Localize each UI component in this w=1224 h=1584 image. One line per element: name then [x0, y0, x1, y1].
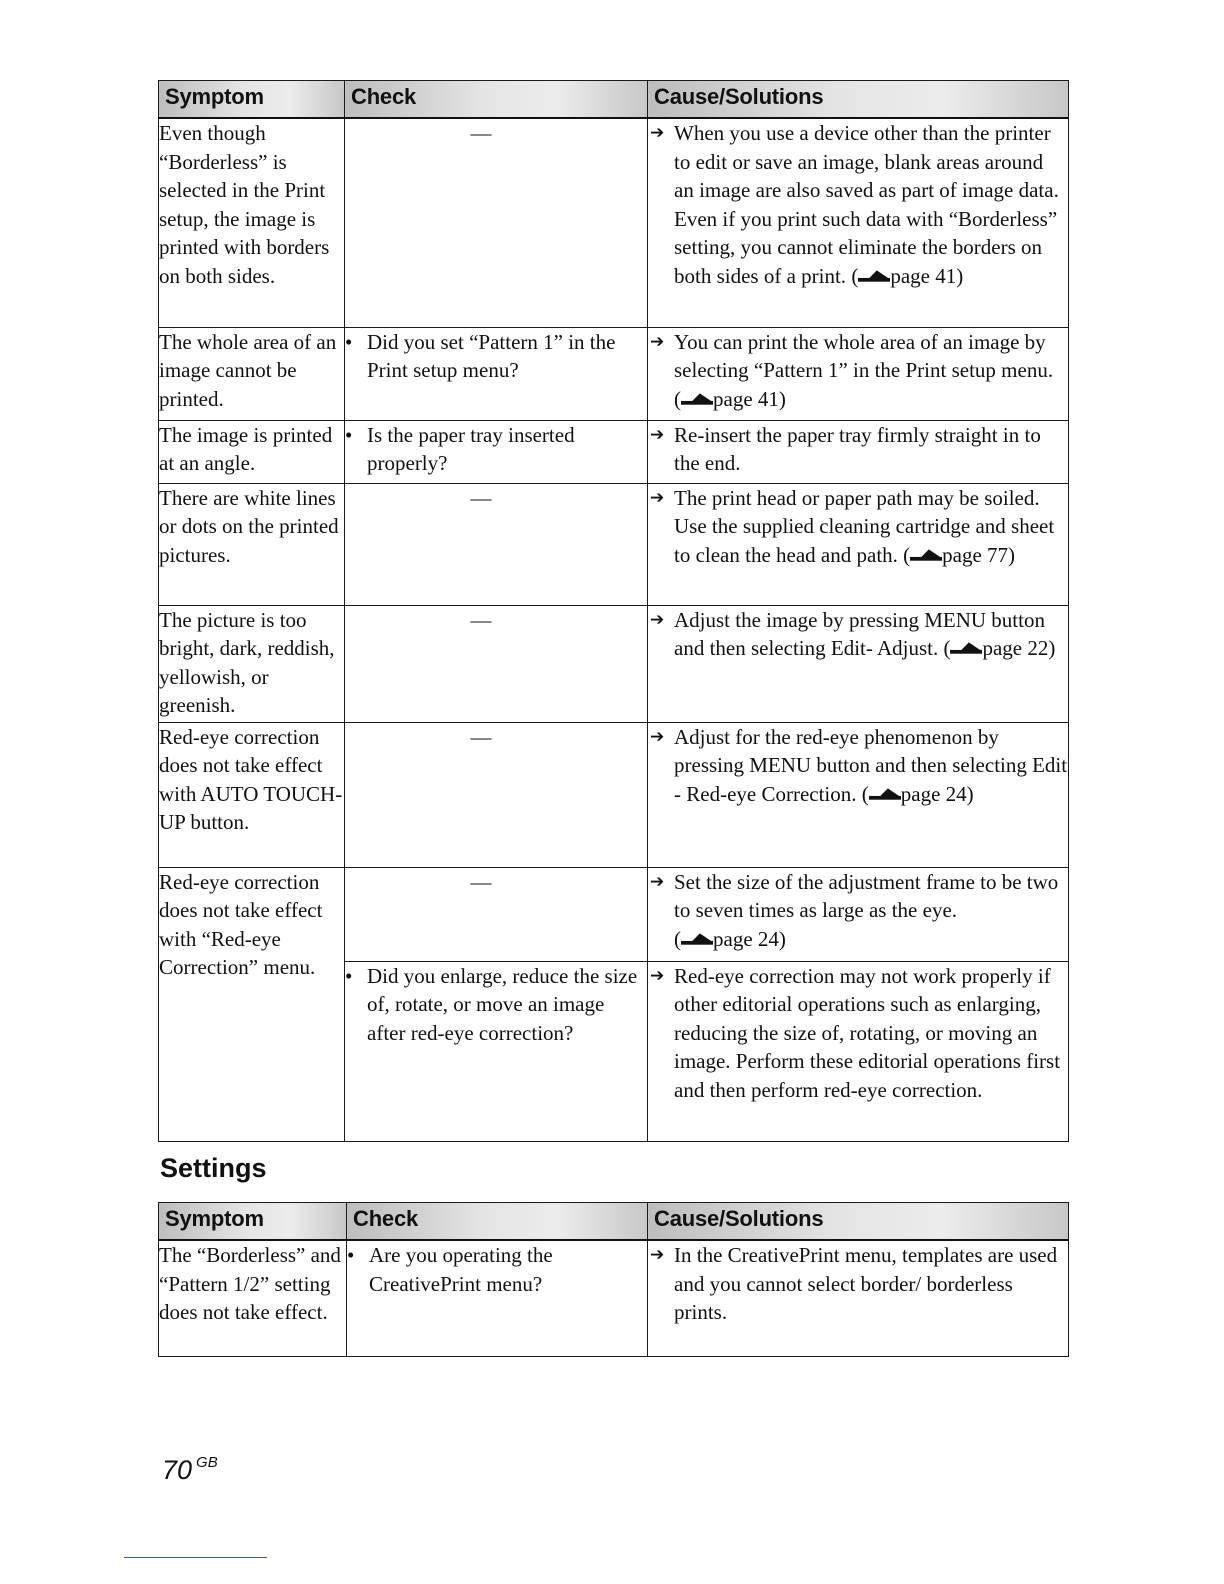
check-text: Did you enlarge, reduce the size of, rotate, or move an image after red-eye correction? — [367, 963, 638, 1045]
arrow-icon: ➔ — [650, 871, 665, 892]
arrow-icon: ➔ — [650, 609, 665, 630]
arrow-icon: ➔ — [650, 965, 665, 986]
table-row — [159, 483, 1069, 605]
page-reference: page 22) — [982, 636, 1056, 661]
check-text: Did you set “Pattern 1” in the Print setup menu? — [367, 329, 616, 383]
cause-text: The print head or paper path may be soiled. Use the supplied cleaning cartridge and sheet to clean the head and path. — [674, 485, 1055, 567]
arrow-icon: ➔ — [650, 487, 665, 508]
page-reference-icon — [858, 270, 890, 284]
check-text: Is the paper tray inserted properly? — [367, 422, 575, 476]
table-row — [159, 118, 1069, 327]
header-cause: Cause/Solutions — [648, 1203, 1069, 1241]
cause-cell — [648, 1240, 1069, 1356]
check-text: Are you operating the CreativePrint menu? — [369, 1243, 553, 1296]
table-row — [159, 327, 1069, 420]
page-reference-icon — [681, 393, 713, 407]
table-row — [159, 867, 1069, 961]
arrow-icon: ➔ — [650, 1245, 665, 1265]
cause-cell: ➔ Set the size of the adjustment frame to be two to seven times as large as the eye. ( page 24) — [648, 867, 1069, 961]
footer-rule — [124, 1557, 267, 1558]
no-check-dash: — — [470, 869, 492, 894]
page-number: 70 $^{GB}$ — [162, 1454, 218, 1485]
check-cell — [345, 420, 648, 483]
settings-table — [158, 1202, 1069, 1357]
header-symptom: Symptom — [159, 81, 345, 119]
cause-text: When you use a device other than the printer to edit or save an image, blank areas around an image are also saved as part of image data. Even if you print such data with “Borderless” setting, you cannot eliminate the borders on both sides of a print. — [674, 121, 1059, 288]
page-reference: page 41) — [713, 386, 786, 411]
table-row — [159, 420, 1069, 483]
page-reference: page 24) — [713, 926, 786, 951]
page-reference: page 41) — [890, 263, 964, 288]
check-cell — [347, 1240, 648, 1356]
no-check-dash: — — [470, 121, 492, 145]
table-row — [159, 1240, 1069, 1356]
check-cell — [345, 327, 648, 420]
check-cell — [345, 867, 648, 961]
bullet-icon: • — [347, 1243, 355, 1267]
cause-text: Adjust for the red-eye phenomenon by pressing MENU button and then selecting Edit - Red-eye Correction. — [674, 724, 1068, 806]
arrow-icon: ➔ — [650, 123, 665, 143]
header-symptom: Symptom — [159, 1203, 347, 1241]
symptom-cell: Even though “Borderless” is selected in the Print setup, the image is printed with borders on both sides. — [159, 118, 345, 327]
arrow-icon: ➔ — [650, 424, 665, 445]
cause-cell: ➔ Adjust the image by pressing MENU button and then selecting Edit- Adjust. ( page 22) — [648, 605, 1069, 722]
page-reference: page 24) — [900, 781, 974, 806]
symptom-cell: Red-eye correction does not take effect with AUTO TOUCH-UP button. — [159, 722, 345, 867]
arrow-icon: ➔ — [650, 331, 665, 352]
page-reference: page 77) — [942, 542, 1016, 567]
symptom-cell: Red-eye correction does not take effect with “Red-eye Correction” menu. — [159, 867, 345, 1141]
no-check-dash: — — [470, 724, 492, 749]
symptom-cell: The whole area of an image cannot be printed. — [159, 327, 345, 420]
check-cell — [345, 961, 648, 1141]
cause-text: Set the size of the adjustment frame to be two to seven times as large as the eye. — [674, 869, 1059, 923]
cause-cell: ➔ You can print the whole area of an image by selecting “Pattern 1” in the Print setup menu. ( page 41) — [648, 327, 1069, 420]
section-heading-settings: Settings — [160, 1153, 267, 1183]
page-reference-icon — [681, 933, 713, 947]
arrow-icon: ➔ — [650, 726, 665, 747]
check-cell — [345, 118, 648, 327]
cause-cell: ➔ When you use a device other than the printer to edit or save an image, blank areas around an image are also saved as part of image data. Even if you print such data with “Borderless” setting, you cannot eliminate the borders on both sides of a print. ( page 41) — [648, 118, 1069, 327]
cause-text: Re-insert the paper tray firmly straight in to the end. — [674, 422, 1041, 476]
cause-text: In the CreativePrint menu, templates are used and you cannot select border/ borderless prints. — [674, 1243, 1058, 1325]
check-cell — [345, 722, 648, 867]
page-reference-icon — [910, 549, 942, 563]
troubleshooting-table — [158, 80, 1069, 1142]
region-code: GB — [196, 1454, 218, 1471]
header-cause: Cause/Solutions — [648, 81, 1069, 119]
bullet-icon: • — [345, 963, 353, 988]
cause-cell: ➔ Adjust for the red-eye phenomenon by pressing MENU button and then selecting Edit - Red-eye Correction. ( page 24) — [648, 722, 1069, 867]
cause-cell — [648, 420, 1069, 483]
cause-text: Red-eye correction may not work properly if other editorial operations such as enlarging, reducing the size of, rotating, or moving an image. Perform these editorial operations first and then perform red-eye correction. — [674, 963, 1061, 1102]
symptom-cell: There are white lines or dots on the printed pictures. — [159, 483, 345, 605]
symptom-cell: The picture is too bright, dark, reddish, yellowish, or greenish. — [159, 605, 345, 722]
cause-text: You can print the whole area of an image by selecting “Pattern 1” in the Print setup menu. — [674, 329, 1054, 383]
symptom-cell: The image is printed at an angle. — [159, 420, 345, 483]
header-check: Check — [345, 81, 648, 119]
check-cell — [345, 605, 648, 722]
check-cell — [345, 483, 648, 605]
cause-cell — [648, 961, 1069, 1141]
bullet-icon: • — [345, 329, 353, 354]
no-check-dash: — — [470, 485, 492, 510]
table-row — [159, 605, 1069, 722]
table-row — [159, 722, 1069, 867]
header-check: Check — [347, 1203, 648, 1241]
bullet-icon: • — [345, 422, 353, 447]
symptom-cell: The “Borderless” and “Pattern 1/2” setting does not take effect. — [159, 1240, 347, 1356]
page-reference-icon — [950, 642, 982, 656]
no-check-dash: — — [470, 607, 492, 632]
cause-text: Adjust the image by pressing MENU button and then selecting Edit- Adjust. — [674, 607, 1045, 661]
cause-cell: ➔ The print head or paper path may be soiled. Use the supplied cleaning cartridge and sheet to clean the head and path. ( page 77) — [648, 483, 1069, 605]
page-reference-icon — [869, 788, 901, 802]
